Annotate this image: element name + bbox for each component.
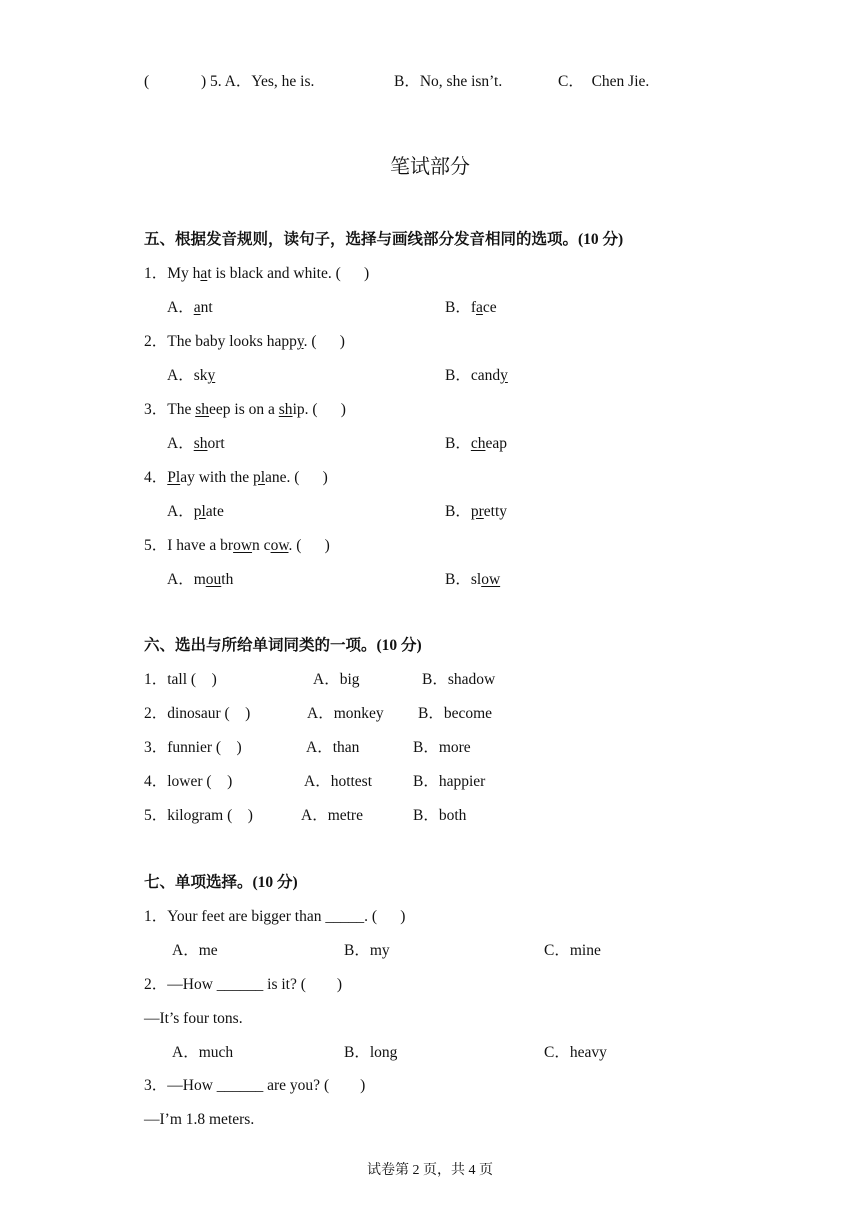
s7-q2-option-b: B．long — [344, 1044, 398, 1061]
s6-q3: 3．funnier ( ) — [144, 739, 242, 756]
s7-q2-option-c: C．heavy — [544, 1044, 607, 1061]
s6-q4: 4．lower ( ) — [144, 773, 233, 790]
s7-q1-option-b: B．my — [344, 942, 390, 959]
s5-q3: 3．The sheep is on a ship. ( ) — [144, 401, 346, 418]
s7-q1-option-c: C．mine — [544, 942, 601, 959]
s6-q1-option-b: B．shadow — [422, 671, 496, 688]
s5-q2: 2．The baby looks happy. ( ) — [144, 333, 345, 350]
listening-q5-option-b: B．No, she isn’t. — [394, 73, 503, 90]
s5-q5: 5．I have a brown cow. ( ) — [144, 537, 330, 554]
section-6-heading: 六、选出与所给单词同类的一项。(10 分) — [144, 637, 422, 654]
s7-q2-option-a: A．much — [172, 1044, 234, 1061]
s6-q2-option-b: B．become — [418, 705, 493, 722]
s5-q2-option-b: B．candy — [445, 367, 508, 384]
s6-q5-option-a: A．metre — [301, 807, 363, 824]
s5-q4: 4．Play with the plane. ( ) — [144, 469, 328, 486]
s5-q1: 1．My hat is black and white. ( ) — [144, 265, 370, 282]
s5-q1-option-a: A．ant — [167, 299, 213, 316]
page-footer: 试卷第 2 页，共 4 页 — [367, 1163, 493, 1178]
section-7-heading: 七、单项选择。(10 分) — [144, 874, 298, 891]
s7-q2: 2．—How ______ is it? ( ) — [144, 976, 343, 993]
section-5-heading: 五、根据发音规则，读句子，选择与画线部分发音相同的选项。(10 分) — [144, 231, 624, 248]
s6-q1-option-a: A．big — [313, 671, 360, 688]
s6-q5-option-b: B．both — [413, 807, 467, 824]
s7-q2-reply: —It’s four tons. — [144, 1010, 243, 1027]
s5-q1-option-b: B．face — [445, 299, 497, 316]
s5-q5-option-a: A．mouth — [167, 571, 234, 588]
page-title: 笔试部分 — [390, 156, 470, 178]
s6-q3-option-b: B．more — [413, 739, 471, 756]
s6-q3-option-a: A．than — [306, 739, 360, 756]
s6-q2-option-a: A．monkey — [307, 705, 384, 722]
s5-q3-option-b: B．cheap — [445, 435, 507, 452]
s5-q4-option-b: B．pretty — [445, 503, 508, 520]
s6-q5: 5．kilogram ( ) — [144, 807, 253, 824]
s5-q2-option-a: A．sky — [167, 367, 216, 384]
listening-q5-option-c: C． Chen Jie. — [558, 73, 650, 90]
s7-q1-option-a: A．me — [172, 942, 218, 959]
s5-q4-option-a: A．plate — [167, 503, 224, 520]
s5-q5-option-b: B．slow — [445, 571, 501, 588]
s6-q2: 2．dinosaur ( ) — [144, 705, 251, 722]
s6-q1: 1．tall ( ) — [144, 671, 217, 688]
s7-q3: 3．—How ______ are you? ( ) — [144, 1077, 366, 1094]
s7-q1: 1．Your feet are bigger than _____. ( ) — [144, 908, 406, 925]
s6-q4-option-a: A．hottest — [304, 773, 373, 790]
listening-q5-paren: ( — [144, 73, 150, 90]
s5-q3-option-a: A．short — [167, 435, 225, 452]
s6-q4-option-b: B．happier — [413, 773, 486, 790]
listening-q5-option-a: ) 5. A．Yes, he is. — [201, 73, 315, 90]
s7-q3-reply: —I’m 1.8 meters. — [144, 1111, 255, 1128]
